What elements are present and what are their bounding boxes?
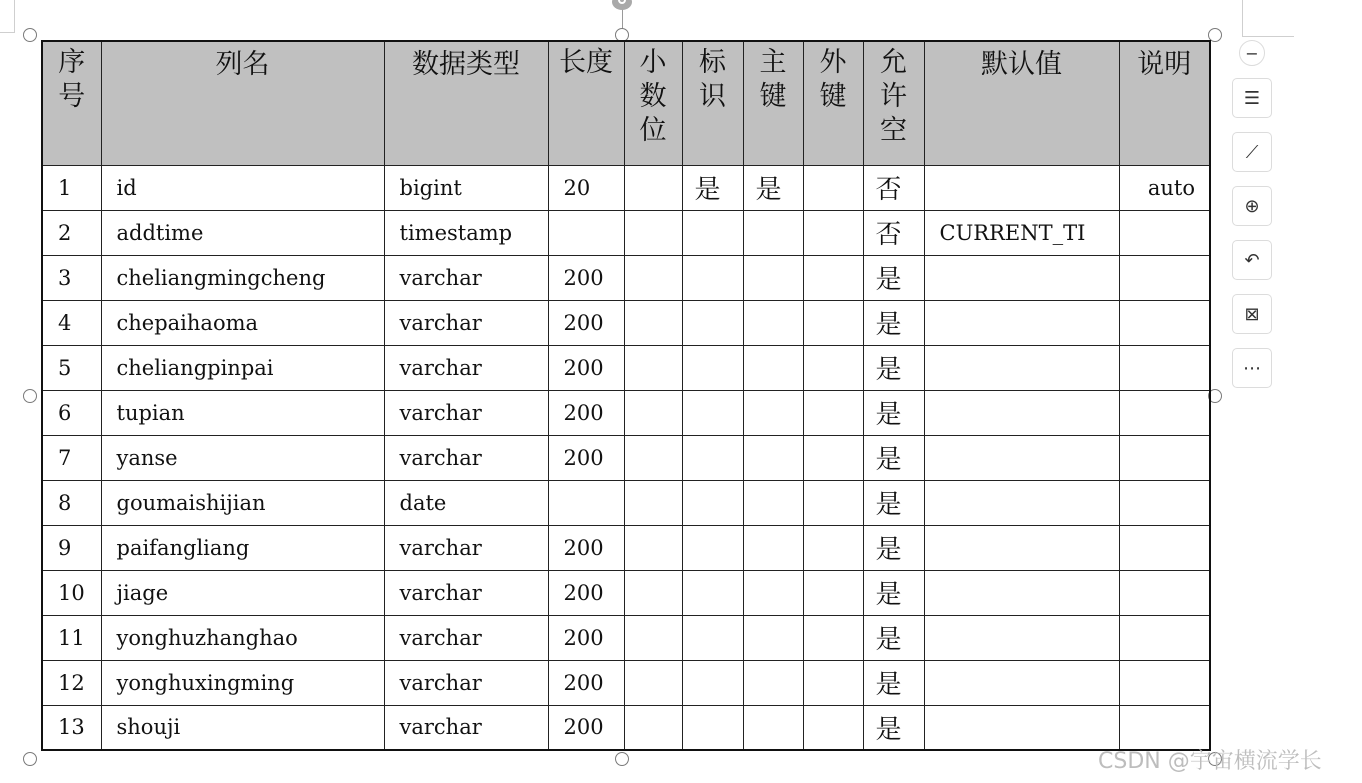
cell-seq: 9 <box>42 525 101 570</box>
cell-nullable: 是 <box>863 705 924 750</box>
cell-identity <box>682 255 743 300</box>
cell-length: 200 <box>548 570 624 615</box>
cell-nullable: 是 <box>863 660 924 705</box>
crop-icon[interactable]: ⟋ <box>1232 132 1272 172</box>
cell-nullable: 否 <box>863 165 924 210</box>
cell-seq: 7 <box>42 435 101 480</box>
table-row <box>42 165 1210 210</box>
cell-note <box>1119 525 1210 570</box>
cell-nullable: 是 <box>863 570 924 615</box>
cell-length: 200 <box>548 390 624 435</box>
cell-default-value <box>924 705 1119 750</box>
cell-identity <box>682 480 743 525</box>
cell-decimal <box>624 480 682 525</box>
cell-nullable: 是 <box>863 435 924 480</box>
cell-column-name: yonghuxingming <box>101 660 384 705</box>
table-row <box>42 525 1210 570</box>
cell-identity <box>682 345 743 390</box>
cell-decimal <box>624 435 682 480</box>
cell-primary-key <box>743 480 803 525</box>
cell-primary-key <box>743 390 803 435</box>
cell-length: 200 <box>548 345 624 390</box>
cell-default-value <box>924 570 1119 615</box>
cell-seq: 11 <box>42 615 101 660</box>
cell-nullable: 是 <box>863 525 924 570</box>
header-nullable: 允许空 <box>863 41 924 165</box>
cell-foreign-key <box>803 210 863 255</box>
header-identity: 标识 <box>682 41 743 165</box>
cell-length: 200 <box>548 435 624 480</box>
header-note: 说明 <box>1119 41 1210 165</box>
cell-column-name: cheliangpinpai <box>101 345 384 390</box>
cell-foreign-key <box>803 525 863 570</box>
cell-note: auto <box>1119 165 1210 210</box>
cell-foreign-key <box>803 300 863 345</box>
resize-handle-bottom-center[interactable] <box>615 752 629 766</box>
cell-seq: 8 <box>42 480 101 525</box>
table-row <box>42 480 1210 525</box>
rotate-icon[interactable]: ↶ <box>1232 240 1272 280</box>
cell-default-value <box>924 255 1119 300</box>
cell-column-name: id <box>101 165 384 210</box>
header-primary-key: 主键 <box>743 41 803 165</box>
margin-corner-mark <box>0 32 14 33</box>
cell-primary-key <box>743 570 803 615</box>
cell-foreign-key <box>803 165 863 210</box>
cell-seq: 13 <box>42 705 101 750</box>
cell-column-name: shouji <box>101 705 384 750</box>
cell-seq: 12 <box>42 660 101 705</box>
cell-default-value <box>924 615 1119 660</box>
margin-corner-mark <box>1242 36 1294 37</box>
cell-nullable: 否 <box>863 210 924 255</box>
cell-identity <box>682 660 743 705</box>
cell-primary-key <box>743 705 803 750</box>
cell-decimal <box>624 210 682 255</box>
replace-image-icon[interactable]: ⊠ <box>1232 294 1272 334</box>
cell-note <box>1119 345 1210 390</box>
cell-decimal <box>624 165 682 210</box>
watermark: CSDN @宇宙横流学长 <box>1098 749 1322 774</box>
cell-data-type: varchar <box>384 660 548 705</box>
cell-note <box>1119 210 1210 255</box>
cell-data-type: varchar <box>384 300 548 345</box>
cell-length: 200 <box>548 660 624 705</box>
table-row <box>42 660 1210 705</box>
table-row <box>42 435 1210 480</box>
cell-foreign-key <box>803 615 863 660</box>
cell-data-type: varchar <box>384 615 548 660</box>
cell-primary-key <box>743 345 803 390</box>
collapse-icon[interactable]: − <box>1239 40 1265 66</box>
cell-default-value <box>924 390 1119 435</box>
cell-length: 200 <box>548 615 624 660</box>
cell-foreign-key <box>803 705 863 750</box>
table-row <box>42 255 1210 300</box>
cell-data-type: varchar <box>384 570 548 615</box>
cell-decimal <box>624 390 682 435</box>
resize-handle-top-left[interactable] <box>23 28 37 42</box>
cell-foreign-key <box>803 345 863 390</box>
cell-seq: 1 <box>42 165 101 210</box>
margin-corner-mark <box>14 0 15 33</box>
cell-default-value <box>924 165 1119 210</box>
cell-nullable: 是 <box>863 255 924 300</box>
cell-default-value <box>924 345 1119 390</box>
zoom-in-icon[interactable]: ⊕ <box>1232 186 1272 226</box>
cell-data-type: varchar <box>384 255 548 300</box>
cell-foreign-key <box>803 255 863 300</box>
table-row <box>42 300 1210 345</box>
cell-column-name: chepaihaoma <box>101 300 384 345</box>
cell-decimal <box>624 660 682 705</box>
cell-length: 200 <box>548 705 624 750</box>
cell-decimal <box>624 705 682 750</box>
cell-identity <box>682 390 743 435</box>
cell-data-type: varchar <box>384 525 548 570</box>
cell-default-value: CURRENT_TI <box>924 210 1119 255</box>
header-default-value: 默认值 <box>924 41 1119 165</box>
cell-data-type: date <box>384 480 548 525</box>
cell-data-type: timestamp <box>384 210 548 255</box>
cell-note <box>1119 615 1210 660</box>
cell-note <box>1119 435 1210 480</box>
cell-identity <box>682 210 743 255</box>
cell-column-name: addtime <box>101 210 384 255</box>
cell-length <box>548 210 624 255</box>
header-seq: 序号 <box>42 41 101 165</box>
cell-note <box>1119 570 1210 615</box>
header-foreign-key: 外键 <box>803 41 863 165</box>
cell-note <box>1119 300 1210 345</box>
cell-foreign-key <box>803 480 863 525</box>
margin-corner-mark <box>1242 0 1243 36</box>
table-row <box>42 570 1210 615</box>
cell-data-type: bigint <box>384 165 548 210</box>
header-row <box>42 41 1210 165</box>
cell-primary-key <box>743 435 803 480</box>
cell-seq: 6 <box>42 390 101 435</box>
header-length: 长度 <box>548 41 624 165</box>
cell-identity <box>682 525 743 570</box>
resize-handle-middle-left[interactable] <box>23 389 37 403</box>
table-row <box>42 210 1210 255</box>
cell-seq: 4 <box>42 300 101 345</box>
cell-foreign-key <box>803 435 863 480</box>
schema-table <box>41 40 1211 751</box>
header-decimal: 小数位 <box>624 41 682 165</box>
image-toolbar <box>1232 38 1274 398</box>
cell-column-name: tupian <box>101 390 384 435</box>
table-row <box>42 390 1210 435</box>
cell-length: 200 <box>548 525 624 570</box>
more-icon[interactable]: ⋯ <box>1232 348 1272 388</box>
cell-primary-key <box>743 525 803 570</box>
cell-note <box>1119 255 1210 300</box>
resize-handle-bottom-left[interactable] <box>23 752 37 766</box>
cell-seq: 3 <box>42 255 101 300</box>
cell-nullable: 是 <box>863 390 924 435</box>
cell-default-value <box>924 525 1119 570</box>
cell-data-type: varchar <box>384 705 548 750</box>
cell-decimal <box>624 300 682 345</box>
cell-default-value <box>924 660 1119 705</box>
cell-primary-key <box>743 210 803 255</box>
cell-length: 20 <box>548 165 624 210</box>
cell-identity <box>682 300 743 345</box>
cell-foreign-key <box>803 660 863 705</box>
cell-nullable: 是 <box>863 300 924 345</box>
cell-column-name: yonghuzhanghao <box>101 615 384 660</box>
cell-data-type: varchar <box>384 345 548 390</box>
cell-nullable: 是 <box>863 615 924 660</box>
cell-nullable: 是 <box>863 480 924 525</box>
cell-column-name: jiage <box>101 570 384 615</box>
cell-data-type: varchar <box>384 435 548 480</box>
rotate-handle[interactable] <box>612 0 632 10</box>
cell-identity <box>682 570 743 615</box>
cell-column-name: goumaishijian <box>101 480 384 525</box>
header-data-type: 数据类型 <box>384 41 548 165</box>
cell-seq: 10 <box>42 570 101 615</box>
cell-decimal <box>624 345 682 390</box>
cell-note <box>1119 390 1210 435</box>
table-row <box>42 345 1210 390</box>
cell-length: 200 <box>548 255 624 300</box>
cell-primary-key <box>743 615 803 660</box>
cell-primary-key <box>743 300 803 345</box>
cell-seq: 2 <box>42 210 101 255</box>
cell-foreign-key <box>803 390 863 435</box>
cell-foreign-key <box>803 570 863 615</box>
cell-length <box>548 480 624 525</box>
cell-seq: 5 <box>42 345 101 390</box>
table-row <box>42 615 1210 660</box>
cell-column-name: yanse <box>101 435 384 480</box>
cell-decimal <box>624 255 682 300</box>
cell-decimal <box>624 615 682 660</box>
cell-note <box>1119 660 1210 705</box>
cell-column-name: paifangliang <box>101 525 384 570</box>
cell-identity: 是 <box>682 165 743 210</box>
cell-primary-key <box>743 660 803 705</box>
cell-default-value <box>924 435 1119 480</box>
cell-primary-key: 是 <box>743 165 803 210</box>
cell-decimal <box>624 570 682 615</box>
cell-primary-key <box>743 255 803 300</box>
cell-nullable: 是 <box>863 345 924 390</box>
table-row <box>42 705 1210 750</box>
cell-note <box>1119 480 1210 525</box>
cell-column-name: cheliangmingcheng <box>101 255 384 300</box>
text-wrap-icon[interactable]: ☰ <box>1232 78 1272 118</box>
header-column-name: 列名 <box>101 41 384 165</box>
cell-decimal <box>624 525 682 570</box>
cell-default-value <box>924 480 1119 525</box>
cell-identity <box>682 615 743 660</box>
cell-length: 200 <box>548 300 624 345</box>
cell-identity <box>682 435 743 480</box>
cell-data-type: varchar <box>384 390 548 435</box>
cell-default-value <box>924 300 1119 345</box>
cell-identity <box>682 705 743 750</box>
